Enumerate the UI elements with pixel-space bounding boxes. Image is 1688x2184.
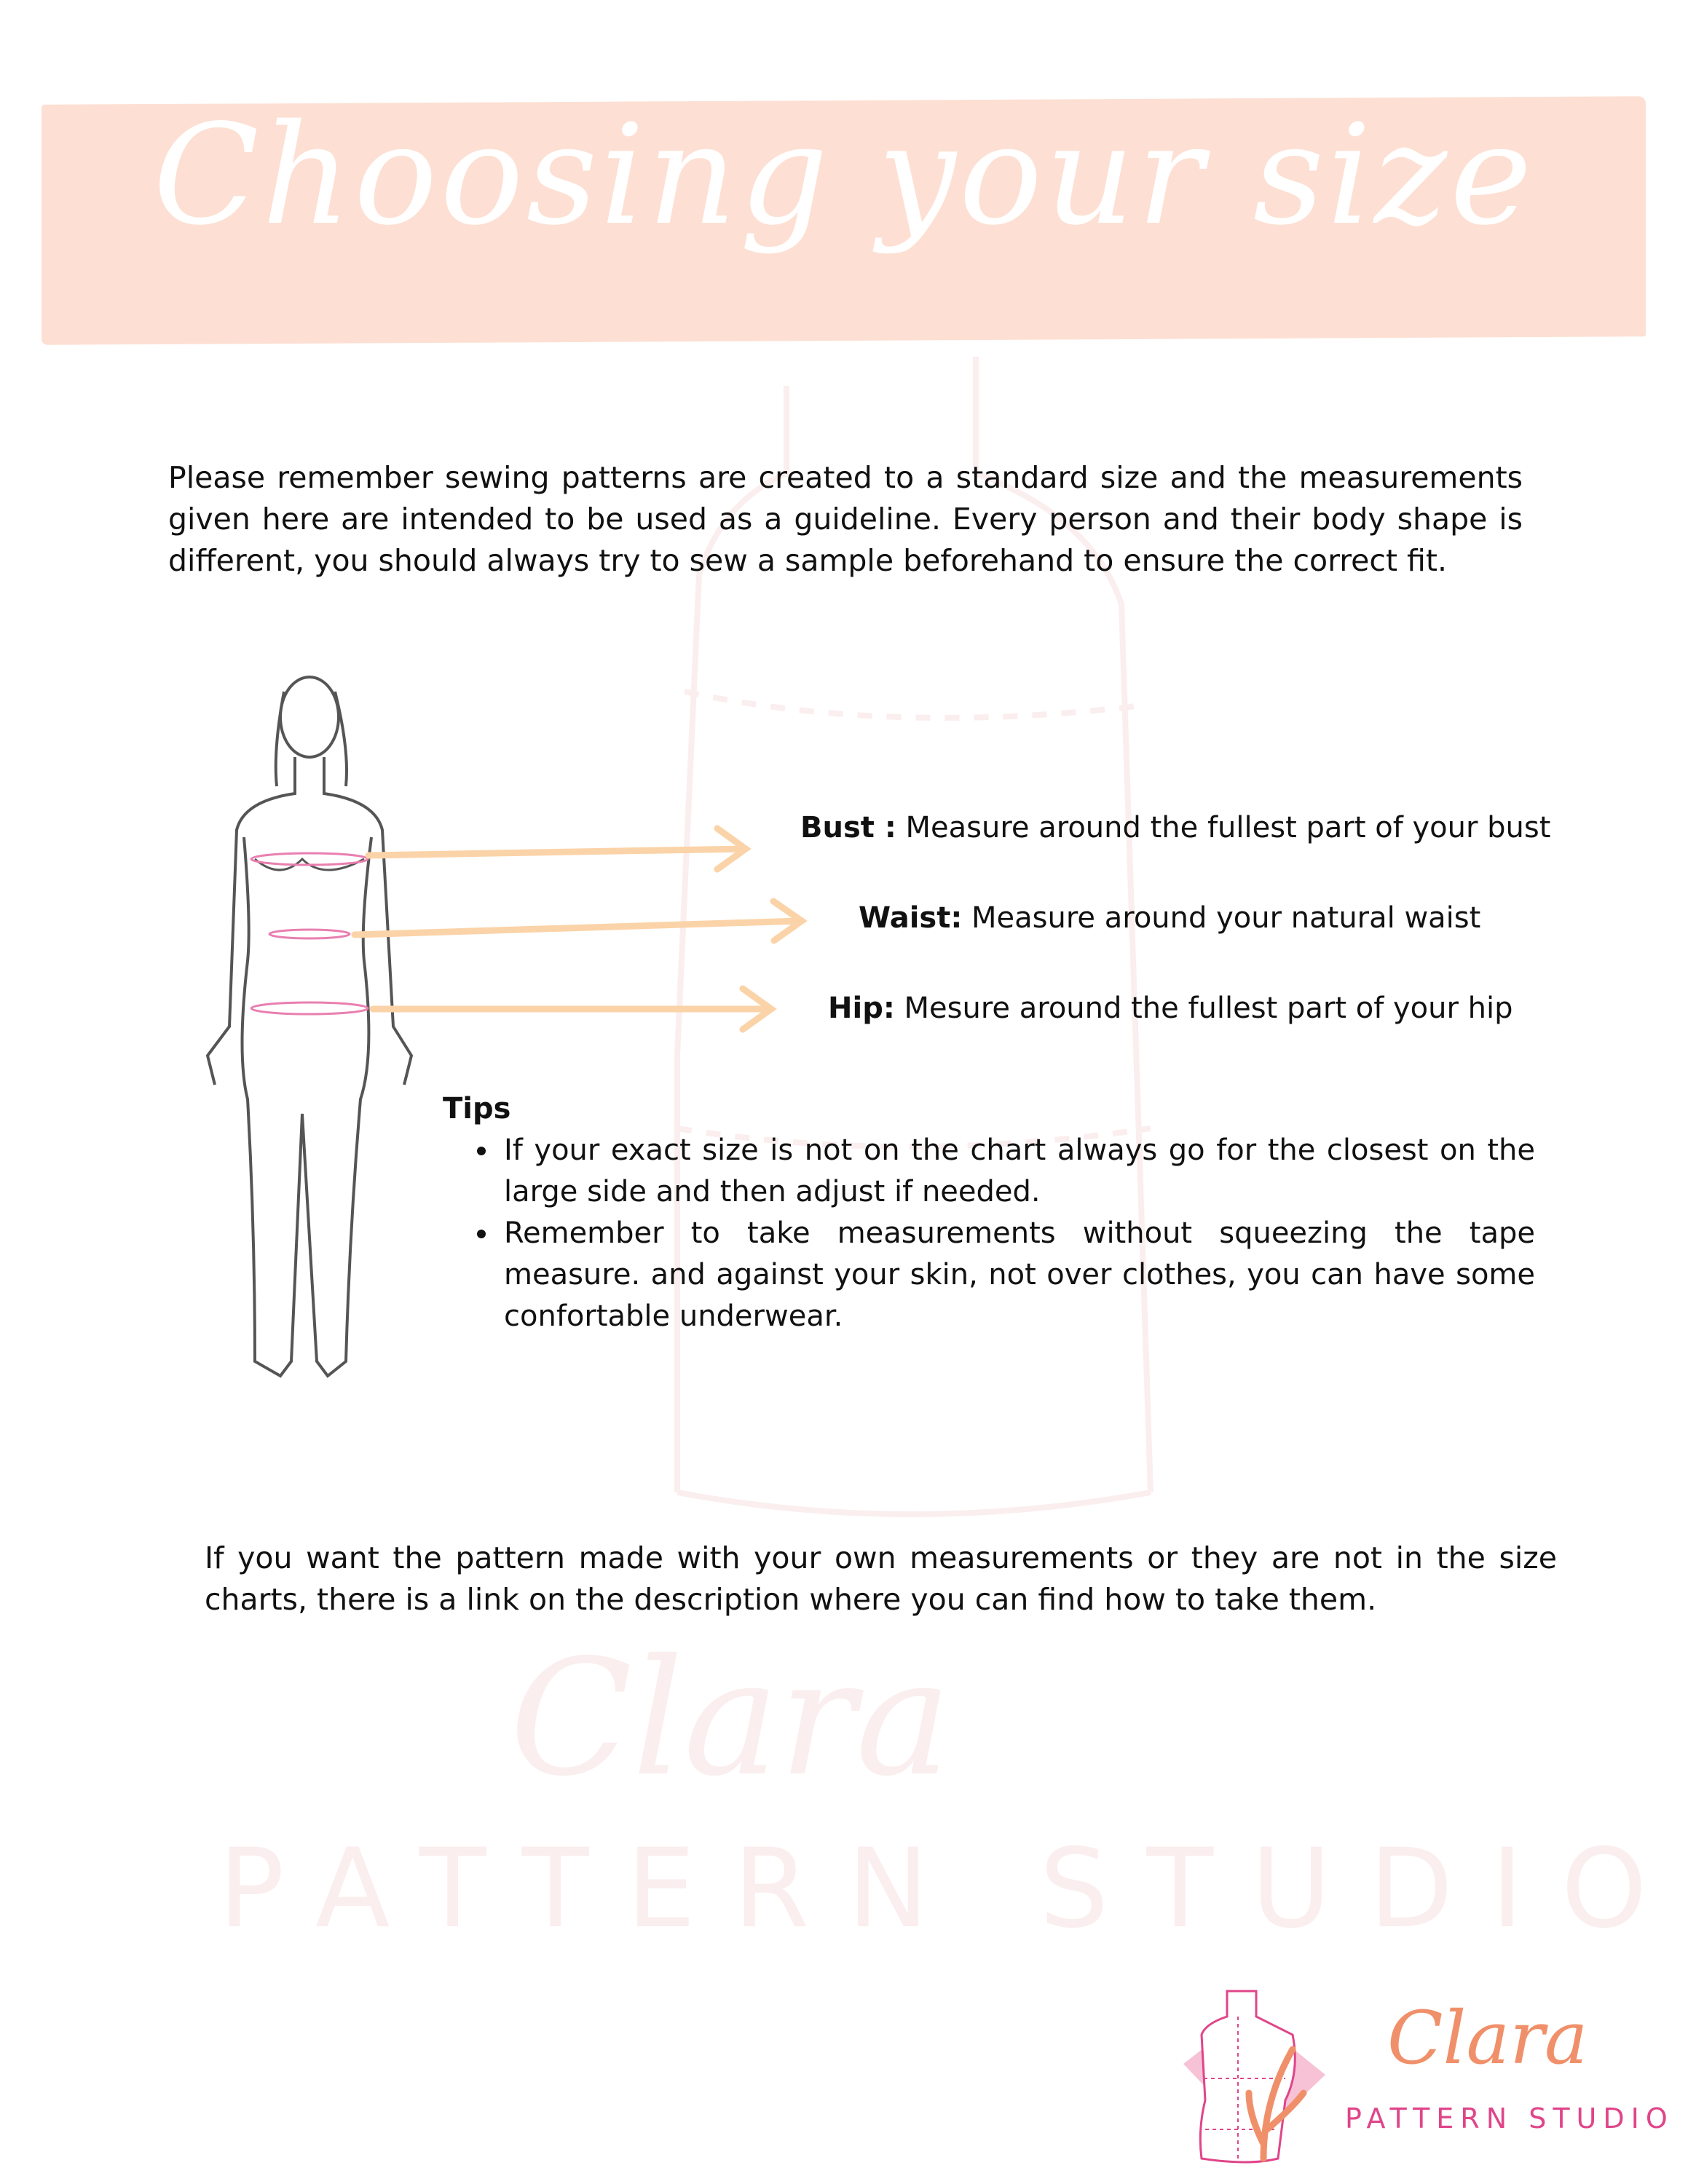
waist-arrow (355, 901, 802, 941)
mannequin-logo-icon (1176, 1984, 1336, 2166)
tip-item: • Remember to take measurements without squeezing the tape measure. and against your skin, not over clothes, you can have some confortable underwear. (500, 1213, 1535, 1337)
bust-label: Bust : (800, 811, 896, 844)
page-title: Choosing your size (153, 95, 1535, 256)
watermark-pattern-studio: PATTERN STUDIO (218, 1826, 1685, 1952)
hip-measurement (828, 992, 1513, 1025)
logo-subtitle: PATTERN STUDIO (1345, 2102, 1674, 2134)
brand-logo (1176, 1984, 1674, 2173)
hip-text: Mesure around the fullest part of your hip (894, 992, 1513, 1025)
outro-paragraph: If you want the pattern made with your own measurements or they are not in the size charts, there is a link on the description where you can find how to take them. (205, 1540, 1557, 1617)
hip-arrow (373, 989, 771, 1029)
intro-paragraph: Please remember sewing patterns are created to a standard size and the measurements given here are intended to be used as a guideline. Every person and their body shape is different, you should always try to sew a sample beforehand to ensure the correct fit. (168, 460, 1523, 578)
logo-name: Clara (1387, 1995, 1588, 2081)
tips-heading: Tips (443, 1092, 511, 1125)
bust-arrow (368, 828, 746, 869)
tips-section (443, 1088, 1535, 1337)
tips-list (443, 1130, 1535, 1337)
watermark-clara: Clara (510, 1625, 952, 1811)
waist-label: Waist: (859, 901, 963, 935)
waist-text: Measure around your natural waist (962, 901, 1481, 935)
hip-label: Hip: (828, 992, 895, 1025)
waist-measurement (859, 901, 1480, 935)
tip-item: • If your exact size is not on the chart always go for the closest on the large side and then adjust if needed. (500, 1130, 1535, 1213)
bust-measurement (800, 811, 1550, 844)
bust-text: Measure around the fullest part of your bust (896, 811, 1551, 844)
